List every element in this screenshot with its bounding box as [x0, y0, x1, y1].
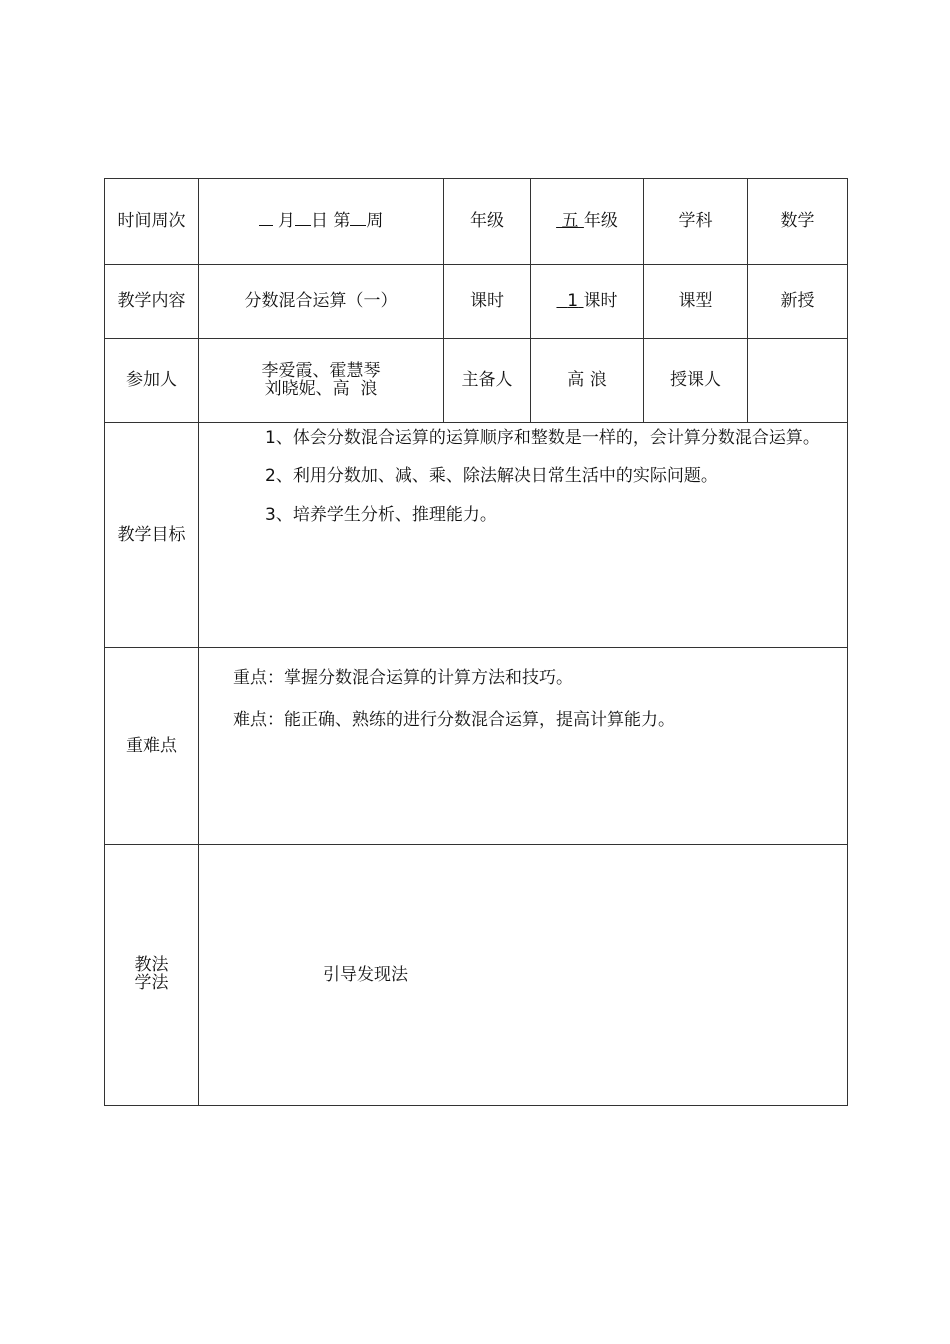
method-label-line-1: 教法 — [134, 955, 169, 976]
grade-suffix: 年级 — [583, 211, 618, 232]
key-points-content — [199, 648, 848, 845]
grade-value: 五 — [561, 211, 579, 232]
row-goals — [105, 423, 848, 648]
focus-point: 重点：掌握分数混合运算的计算方法和技巧。 — [233, 668, 573, 688]
week-text: 周 — [366, 211, 384, 232]
subject-label: 学科 — [644, 179, 748, 265]
goal-item-1: 1、体会分数混合运算的运算顺序和整数是一样的，会计算分数混合运算。 — [265, 428, 820, 448]
lead-label: 主备人 — [444, 339, 531, 423]
participants-label: 参加人 — [105, 339, 199, 423]
type-label: 课型 — [644, 265, 748, 339]
row-content — [105, 265, 848, 339]
row-time — [105, 179, 848, 265]
grade-label: 年级 — [444, 179, 531, 265]
difficulty-point: 难点：能正确、熟练的进行分数混合运算，提高计算能力。 — [233, 710, 675, 731]
lead-value: 高 浪 — [531, 339, 644, 423]
row-key-points — [105, 648, 848, 845]
row-participants — [105, 339, 848, 423]
key-points-label: 重难点 — [105, 648, 199, 845]
hours-label: 课时 — [444, 265, 531, 339]
participants-value — [199, 339, 444, 423]
hours-suffix: 课时 — [583, 291, 618, 312]
lesson-plan-table — [104, 178, 848, 1106]
row-method — [105, 845, 848, 1106]
participants-line-2: 刘晓妮、高 浪 — [264, 378, 378, 399]
method-label-line-2: 学法 — [134, 973, 169, 993]
teacher-value — [748, 339, 848, 423]
goals-content — [199, 423, 848, 648]
time-week-label: 时间周次 — [105, 179, 199, 265]
teacher-label: 授课人 — [644, 339, 748, 423]
goal-item-3: 3、培养学生分析、推理能力。 — [265, 504, 497, 525]
goals-label: 教学目标 — [105, 423, 199, 648]
method-value: 引导发现法 — [323, 964, 408, 985]
content-label: 教学内容 — [105, 265, 199, 339]
grade-field — [531, 179, 644, 265]
hours-field — [531, 265, 644, 339]
method-content — [199, 845, 848, 1106]
content-value: 分数混合运算（一） — [199, 265, 444, 339]
subject-value: 数学 — [748, 179, 848, 265]
hours-value: 1 — [567, 291, 579, 312]
month-text: 月 — [278, 211, 295, 232]
date-week-field — [199, 179, 444, 265]
participants-line-1: 李爱霞、霍慧琴 — [261, 360, 381, 381]
day-week-text: 日 第 — [311, 211, 351, 232]
method-label — [105, 845, 199, 1106]
goal-item-2: 2、利用分数加、减、乘、除法解决日常生活中的实际问题。 — [265, 466, 718, 487]
type-value: 新授 — [748, 265, 848, 339]
